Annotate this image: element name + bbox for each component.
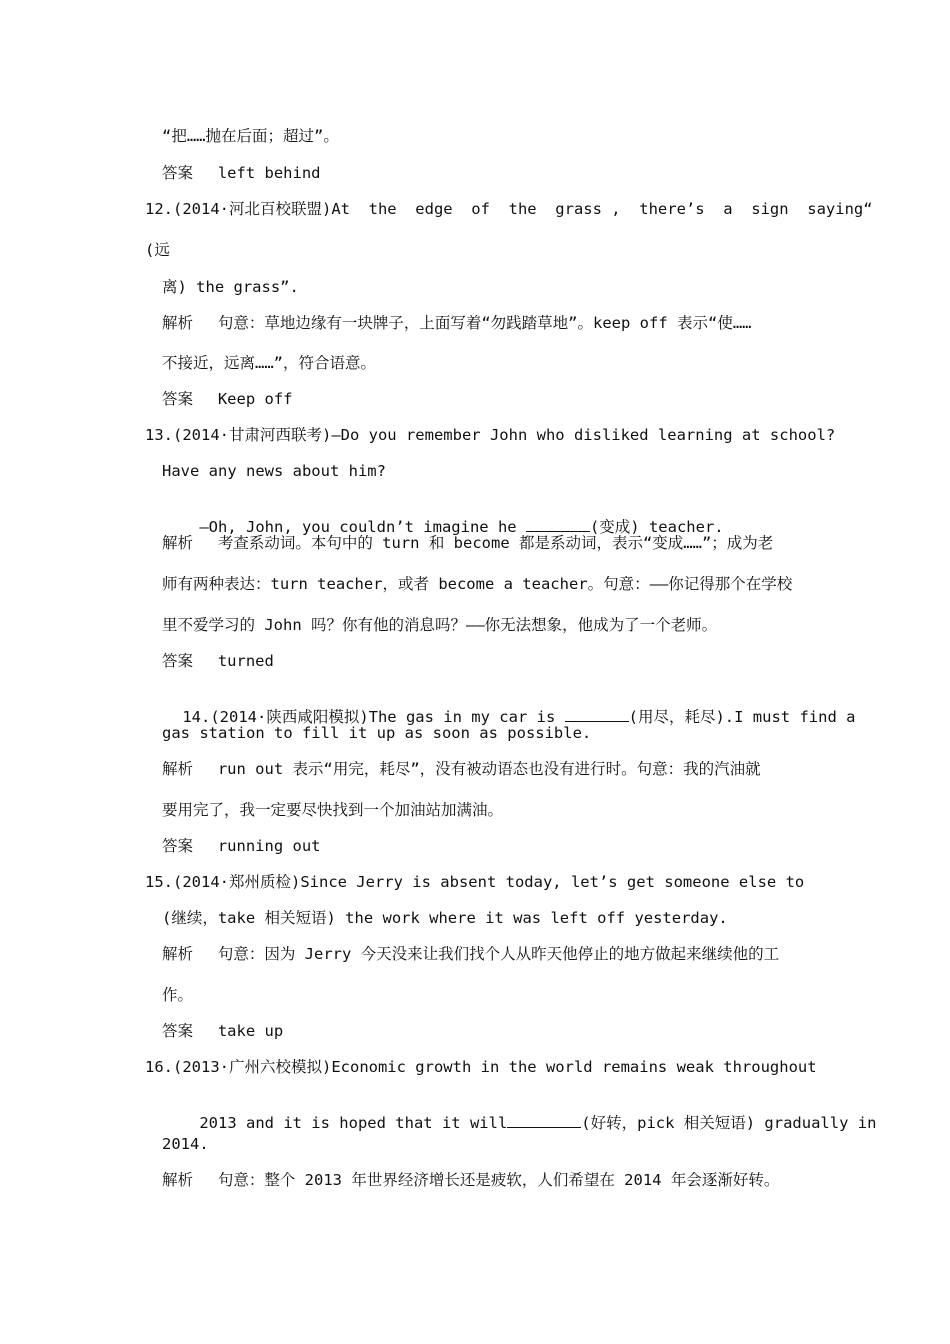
sentence-end: (好转，pick 相关短语) gradually in: [581, 1114, 877, 1132]
analysis-line: 解析 句意：整个 2013 年世界经济增长还是疲软，人们希望在 2014 年会逐渐好转。: [162, 1171, 780, 1189]
answer-line: 答案 turned: [162, 652, 274, 670]
analysis-line: 要用完了，我一定要尽快找到一个加油站加满油。: [162, 801, 504, 819]
text-line: “把……抛在后面；超过”。: [162, 127, 339, 145]
answer-line: 答案 Keep off: [162, 390, 293, 408]
analysis-line: 不接近，远离……”，符合语意。: [162, 354, 376, 372]
analysis-line: 解析 考查系动词。本句中的 turn 和 become 都是系动词，表示“变成……”；成为老: [162, 534, 774, 552]
sentence-start: 2013 and it is hoped that it will: [199, 1114, 508, 1132]
text-line: 2014.: [162, 1135, 209, 1153]
question-12: 12.(2014·河北百校联盟)At the edge of the grass , there’s a sign saying“: [145, 200, 873, 218]
analysis-line: 作。: [162, 986, 194, 1004]
text-line: Have any news about him?: [162, 462, 386, 480]
text-line: 离) the grass”.: [162, 278, 299, 296]
question-16: 16.(2013·广州六校模拟)Economic growth in the world remains weak throughout: [145, 1058, 817, 1076]
text-line: (远: [145, 241, 170, 259]
text-line: [162, 1093, 876, 1153]
question-15: 15.(2014·郑州质检)Since Jerry is absent today, let’s get someone else to: [145, 873, 805, 891]
question-13: 13.(2014·甘肃河西联考)—Do you remember John who disliked learning at school?: [145, 426, 836, 444]
analysis-line: 解析 run out 表示“用完，耗尽”，没有被动语态也没有进行时。句意：我的汽油就: [162, 760, 761, 778]
analysis-line: 解析 句意：草地边缘有一块牌子，上面写着“勿践踏草地”。keep off 表示“使……: [162, 314, 752, 332]
analysis-line: 里不爱学习的 John 吗？你有他的消息吗？——你无法想象，他成为了一个老师。: [162, 616, 718, 634]
answer-blank: [526, 517, 590, 532]
answer-line: 答案 left behind: [162, 164, 321, 182]
sentence-end: (变成) teacher.: [589, 518, 724, 536]
sentence-end: (用尽，耗尽).I must find a: [628, 708, 856, 726]
answer-line: 答案 running out: [162, 837, 321, 855]
analysis-line: 解析 句意：因为 Jerry 今天没来让我们找个人从昨天他停止的地方做起来继续他的工: [162, 945, 780, 963]
answer-blank: [565, 707, 629, 722]
answer-blank: [507, 1113, 581, 1128]
text-line: gas station to fill it up as soon as possible.: [162, 724, 592, 742]
answer-line: 答案 take up: [162, 1022, 284, 1040]
sentence-start: —Oh, John, you couldn’t imagine he: [199, 518, 526, 536]
analysis-line: 师有两种表达：turn teacher，或者 become a teacher。句意：——你记得那个在学校: [162, 575, 793, 593]
text-line: (继续，take 相关短语) the work where it was left off yesterday.: [162, 909, 728, 927]
sentence-start: 14.(2014·陕西咸阳模拟)The gas in my car is: [182, 708, 565, 726]
